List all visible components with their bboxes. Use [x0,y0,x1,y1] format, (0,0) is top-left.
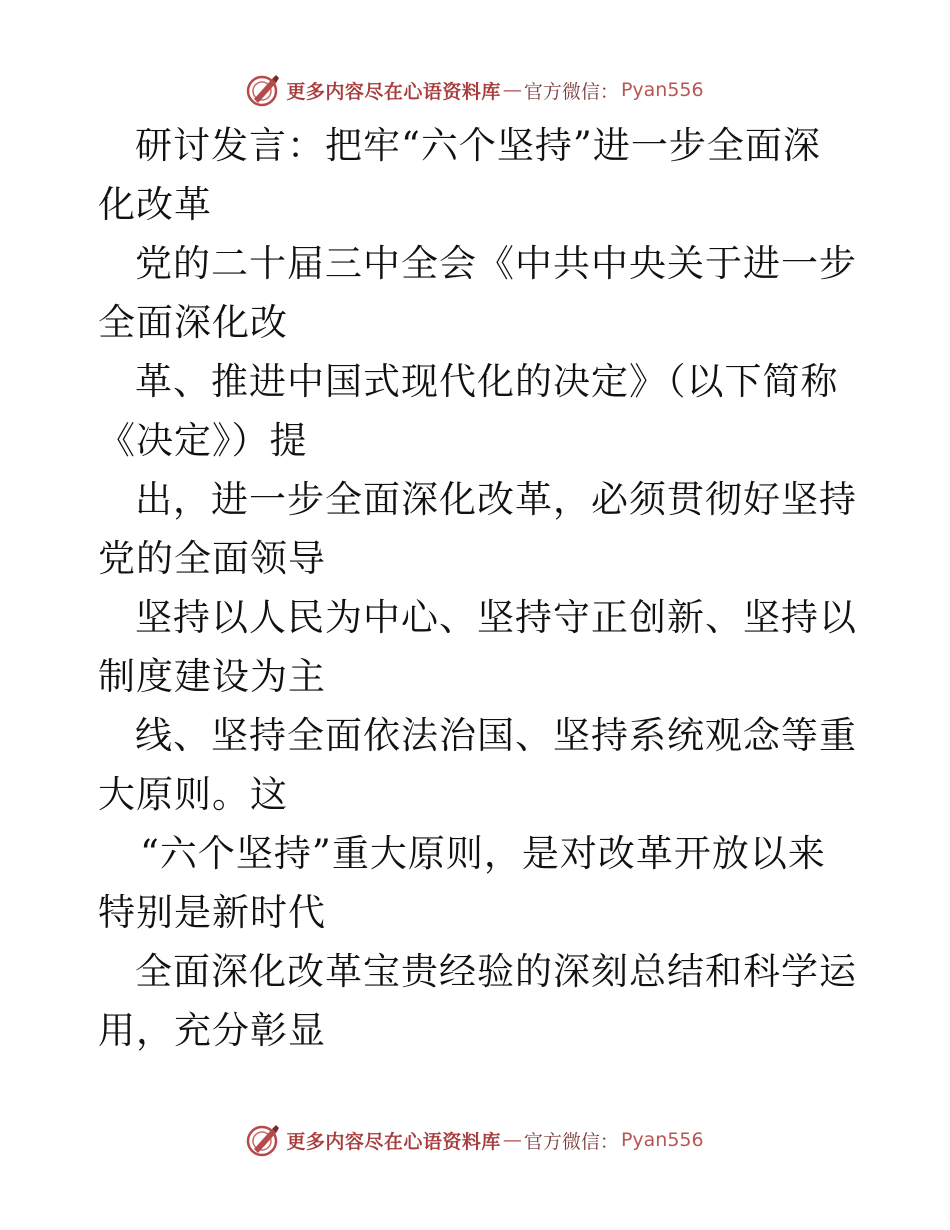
paragraph-2: 革、推进中国式现代化的决定》（以下简称《决定》）提 [98,360,839,462]
paragraph-1: 党的二十届三中全会《中共中央关于进一步全面深化改 [98,242,857,344]
paragraph-7: 全面深化改革宝贵经验的深刻总结和科学运用，充分彰显 [98,950,857,1052]
pen-logo-icon [246,73,280,107]
watermark-wechat-id: Pyan556 [620,79,704,101]
paragraph-3: 出，进一步全面深化改革，必须贯彻好坚持党的全面领导 [98,478,857,580]
watermark-dash: — [502,1129,522,1151]
watermark-brand: 更多内容尽在心语资料库 [286,1130,501,1153]
paragraph-6: “六个坚持”重大原则，是对改革开放以来特别是新时代 [98,832,826,934]
watermark-wechat-label: 官方微信： [523,1130,619,1153]
footer-watermark [0,1120,950,1160]
watermark-brand: 更多内容尽在心语资料库 [286,80,501,103]
document-title: 研讨发言：把牢“六个坚持”进一步全面深化改革 [98,124,821,226]
header-watermark [0,70,950,110]
watermark-wechat-label: 官方微信： [523,80,619,103]
watermark-dash: — [502,79,522,101]
pen-logo-icon [246,1123,280,1157]
paragraph-4: 坚持以人民为中心、坚持守正创新、坚持以制度建设为主 [98,596,857,698]
document-body [98,116,858,1060]
watermark-wechat-id: Pyan556 [620,1129,704,1151]
paragraph-5: 线、坚持全面依法治国、坚持系统观念等重大原则。这 [98,714,857,816]
